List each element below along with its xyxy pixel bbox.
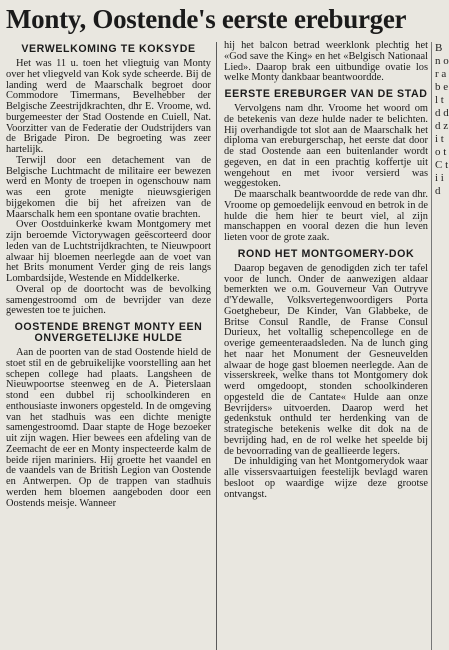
section-heading-welcome-koksyde: VERWELKOMING TE KOKSYDE bbox=[21, 43, 196, 55]
paragraph: Het was 11 u. toen het vliegtuig van Monty over het vliegveld van Kok syde scheerde. Bij de landing werd de Maarschalk begroet door Commodore Timermans, Bevelhebber der Belgische Zeestrijdkrachten, dhr E. Vroome, wd. burgemeester der Stad Oostende en Cuiell, Nat. Voorzitter van de Federatie der Oudstrijders van de Brigade Piron. De begroeting was zeer hartelijk. bbox=[6, 58, 211, 155]
paragraph: Aan de poorten van de stad Oostende hield de stoet stil en de gebruikelijke voorstelling aan het schepen college had plaats. Langsheen de Nieuwpoortse steenweg en de A. Pieterslaan stond een dubbel rij schoolkinderen en enthousiaste inwoners opgesteld. In de omgeving van het stadhuis was een dichte menigte samengestroomd. Daar stapte de Hoge bezoeker uit zijn wagen. Hier bewees een afdeling van de Zeemacht de eer en Monty inspecteerde kalm de beide rijen mariniers. Hij groette het vaandel en de vaandels van de British Legion van Oostende en Antwerpen. Op de trappen van stadhuis werden hem bloemen aangeboden door een Oostends meisje. Wanneer bbox=[6, 347, 211, 509]
section-heading-oostende-tribute: OOSTENDE BRENGT MONTY EEN ONVERGETELIJKE HULDE bbox=[14, 321, 203, 344]
paragraph: Over Oostduinkerke kwam Montgomery met zijn beroemde Victorywagen geëscorteerd door leden van de Luchtstrijdkrachten, te Nieuwpoort alwaar hij bloemen neerlegde aan de voet van het Brits monument Verder ging de reis langs Lombardsijde, Westende en Middelkerke. bbox=[6, 219, 211, 284]
section-heading-montgomery-dock: ROND HET MONTGOMERY-DOK bbox=[237, 247, 415, 260]
paragraph: Vervolgens nam dhr. Vroome het woord om de betekenis van deze hulde nader te belichten. Hij overhandigde tot slot aan de Maarschalk het diploma van ereburgerschap, het eerste dat door de stad Oostende aan een buitenlander wordt gegeven, en dat in een prachtig koffertje uit wengehout en met ivoor versierd was weggestoken. bbox=[224, 103, 428, 190]
adjacent-column-fragment: B n o r a b e l t d d d z i t o t C t i i d bbox=[431, 42, 449, 650]
right-column bbox=[224, 41, 428, 650]
paragraph: Overal op de doortocht was de bevolking samengestroomd om de bevrijder van deze gewesten toe te juichen. bbox=[6, 283, 211, 317]
continuation-paragraph: hij het balcon betrad weerklonk plechtig het «God save the King» en het «Belgisch Nationaal Lied». Daarop brak een uitbundige ovatie los welke Monty dankbaar beantwoordde. bbox=[224, 40, 428, 84]
paragraph: De maarschalk beantwoordde de rede van dhr. Vroome op gemoedelijk eenvoud en betrok in de hulde die hem hier te beurt viel, al zijn manschappen en vooral dezen die hun leven lieten voor de grote zaak. bbox=[224, 189, 428, 243]
paragraph: De inhuldiging van het Montgomerydok waar alle vissersvaartuigen feestelijk bevlagd waren besloot op waardige wijze deze grootse ontvangst. bbox=[224, 456, 428, 500]
left-column bbox=[6, 41, 211, 650]
headline: Monty, Oostende's eerste ereburger bbox=[6, 4, 407, 34]
column-divider bbox=[216, 42, 217, 650]
section-heading-first-honorary-citizen: EERSTE EREBURGER VAN DE STAD bbox=[224, 88, 428, 100]
paragraph: Terwijl door een detachement van de Belgische Luchtmacht de militaire eer bewezen werd en Monty de troepen in ogenschouw nam was een grote menigte nieuwsgierigen bijgekomen die bij het afreizen van de Maarschalk hem een spontane ovatie brachten. bbox=[6, 154, 211, 220]
paragraph: Daarop begaven de genodigden zich ter tafel voor de lunch. Onder de aanwezigen aldaar bemerkten we o.m. Gouverneur Van Outryve d'Ydewalle, Volksvertegenwoordigers Porta Goetghebeur, De Kinder, Van Glabbeke, de Britse Consul Randle, de Franse Consul Durieux, het voltallig schepencollege en de overige gemeenteraadsleden. Na de lunch ging het naar het Monument der Gesneuvelden alwaar de hoge gast bloemen neerlegde. Aan de visserskreek, welke thans tot Montgomery dok werd omgedoopt, stonden schoolkinderen opgesteld die de Cantate« Hulde aan onze Bevrijders» uitvoerden. Daarop werd het gedenkstuk onthuld ter herdenking van de strategische betekenis welke dit dok na de bevrijding had, en de rol welke het speelde bij de bevoorrading van de geallieerde legers. bbox=[224, 262, 428, 457]
